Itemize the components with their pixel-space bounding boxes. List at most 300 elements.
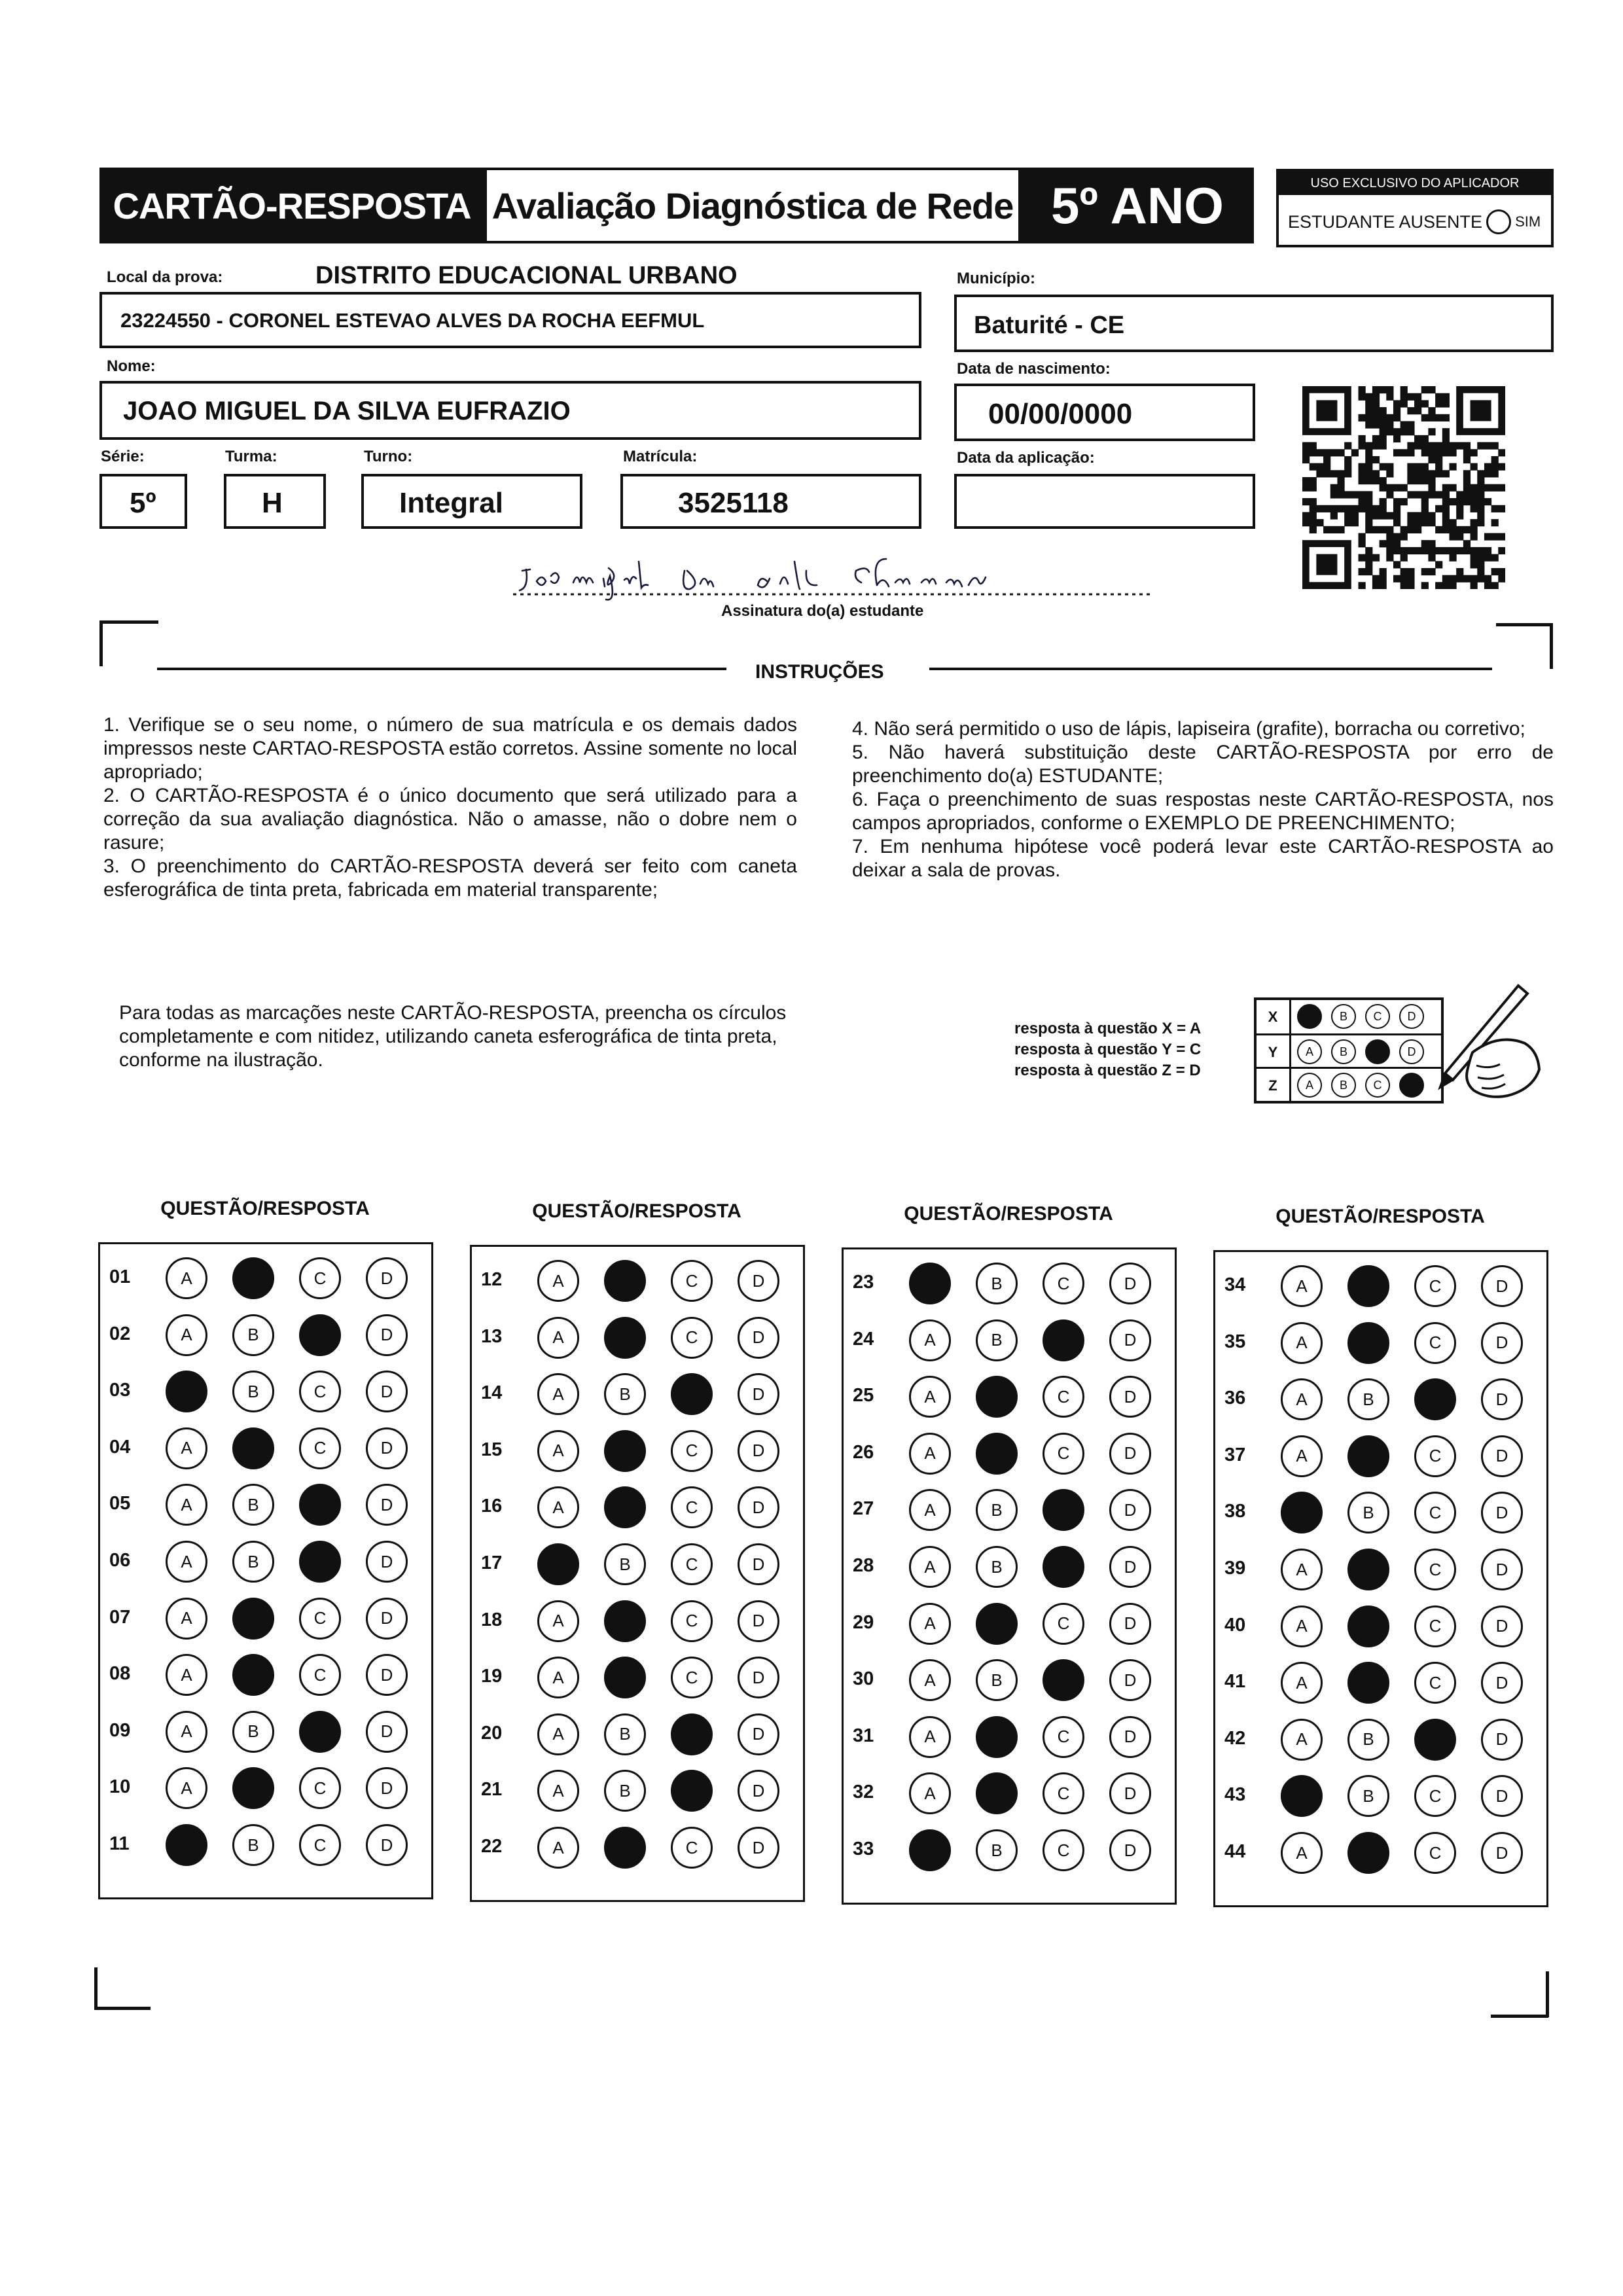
- answer-bubble-29-b[interactable]: B: [976, 1603, 1018, 1645]
- answer-bubble-34-b[interactable]: B: [1347, 1265, 1389, 1307]
- qr-module: [1386, 512, 1393, 519]
- answer-bubble-39-a[interactable]: A: [1281, 1549, 1323, 1590]
- answer-bubble-07-d[interactable]: D: [366, 1598, 408, 1640]
- qr-module: [1337, 477, 1344, 484]
- qr-module: [1365, 421, 1372, 428]
- answer-bubble-16-c[interactable]: C: [671, 1486, 713, 1528]
- answer-bubble-44-a[interactable]: A: [1281, 1832, 1323, 1874]
- qr-module: [1380, 575, 1387, 583]
- qr-module: [1372, 386, 1380, 393]
- answer-bubble-22-d[interactable]: D: [738, 1827, 779, 1869]
- answer-bubble-18-c[interactable]: C: [671, 1600, 713, 1642]
- qr-module: [1414, 547, 1421, 554]
- answer-bubble-24-d[interactable]: D: [1109, 1319, 1151, 1361]
- question-number: 31: [853, 1725, 874, 1746]
- qr-module: [1323, 463, 1330, 471]
- answer-bubble-34-c[interactable]: C: [1414, 1265, 1456, 1307]
- answer-bubble-42-c[interactable]: C: [1414, 1719, 1456, 1761]
- answer-bubble-09-d[interactable]: D: [366, 1711, 408, 1753]
- qr-module: [1359, 393, 1366, 401]
- answer-bubble-20-b[interactable]: B: [604, 1713, 646, 1755]
- answer-bubble-21-a[interactable]: A: [537, 1770, 579, 1812]
- answer-bubble-14-c[interactable]: C: [671, 1373, 713, 1415]
- question-number: 02: [109, 1323, 131, 1344]
- qr-module: [1456, 491, 1463, 498]
- answer-bubble-25-a[interactable]: A: [909, 1376, 951, 1418]
- qr-module: [1372, 575, 1380, 583]
- answer-bubble-17-a[interactable]: A: [537, 1543, 579, 1585]
- qr-module: [1330, 512, 1338, 519]
- answer-bubble-30-c[interactable]: C: [1043, 1659, 1084, 1701]
- instructions-right: [852, 717, 1554, 882]
- answer-bubble-27-b[interactable]: B: [976, 1489, 1018, 1531]
- answer-bubble-29-c[interactable]: C: [1043, 1603, 1084, 1645]
- example-bubble-b: B: [1331, 1004, 1356, 1029]
- answer-bubble-38-b[interactable]: B: [1347, 1492, 1389, 1534]
- qr-module: [1498, 484, 1505, 492]
- qr-module: [1310, 519, 1317, 526]
- answer-bubble-20-d[interactable]: D: [738, 1713, 779, 1755]
- answer-bubble-43-a[interactable]: A: [1281, 1775, 1323, 1817]
- qr-module: [1393, 400, 1400, 407]
- qr-module: [1344, 519, 1351, 526]
- answer-bubble-31-a[interactable]: A: [909, 1716, 951, 1758]
- qr-module: [1380, 407, 1387, 414]
- qr-module: [1393, 449, 1400, 456]
- answer-bubble-27-c[interactable]: C: [1043, 1489, 1084, 1531]
- qr-module: [1471, 547, 1478, 554]
- answer-bubble-06-a[interactable]: A: [166, 1541, 207, 1583]
- question-number: 17: [481, 1552, 503, 1573]
- question-number: 25: [853, 1385, 874, 1407]
- answer-bubble-08-b[interactable]: B: [232, 1654, 274, 1696]
- answer-bubble-13-d[interactable]: D: [738, 1317, 779, 1359]
- answer-bubble-26-b[interactable]: B: [976, 1433, 1018, 1475]
- answer-bubble-41-c[interactable]: C: [1414, 1662, 1456, 1704]
- answer-bubble-44-b[interactable]: B: [1347, 1832, 1389, 1874]
- answer-bubble-29-d[interactable]: D: [1109, 1603, 1151, 1645]
- answer-bubble-38-d[interactable]: D: [1481, 1492, 1523, 1534]
- answer-bubble-40-a[interactable]: A: [1281, 1605, 1323, 1647]
- answer-bubble-32-c[interactable]: C: [1043, 1772, 1084, 1814]
- answer-bubble-01-c[interactable]: C: [299, 1257, 341, 1299]
- answer-bubble-19-c[interactable]: C: [671, 1657, 713, 1698]
- qr-module: [1471, 449, 1478, 456]
- answer-bubble-11-a[interactable]: A: [166, 1824, 207, 1866]
- qr-module: [1498, 533, 1505, 540]
- answer-bubble-10-d[interactable]: D: [366, 1767, 408, 1809]
- answer-bubble-01-b[interactable]: B: [232, 1257, 274, 1299]
- answer-bubble-05-c[interactable]: C: [299, 1484, 341, 1526]
- qr-module: [1484, 575, 1491, 583]
- answer-bubble-35-b[interactable]: B: [1347, 1322, 1389, 1364]
- answer-bubble-10-b[interactable]: B: [232, 1767, 274, 1809]
- qr-module: [1449, 519, 1456, 526]
- answer-bubble-14-b[interactable]: B: [604, 1373, 646, 1415]
- answer-bubble-01-a[interactable]: A: [166, 1257, 207, 1299]
- answer-bubble-06-d[interactable]: D: [366, 1541, 408, 1583]
- question-number: 28: [853, 1555, 874, 1576]
- answer-bubble-14-d[interactable]: D: [738, 1373, 779, 1415]
- qr-module: [1400, 568, 1408, 575]
- answer-bubble-34-d[interactable]: D: [1481, 1265, 1523, 1307]
- answer-bubble-30-b[interactable]: B: [976, 1659, 1018, 1701]
- answer-bubble-24-b[interactable]: B: [976, 1319, 1018, 1361]
- answer-bubble-13-c[interactable]: C: [671, 1317, 713, 1359]
- answer-bubble-36-d[interactable]: D: [1481, 1378, 1523, 1420]
- answer-bubble-33-b[interactable]: B: [976, 1829, 1018, 1871]
- qr-module: [1449, 526, 1456, 533]
- qr-module: [1414, 512, 1421, 519]
- answer-bubble-19-a[interactable]: A: [537, 1657, 579, 1698]
- answer-bubble-38-c[interactable]: C: [1414, 1492, 1456, 1534]
- answer-bubble-04-a[interactable]: A: [166, 1427, 207, 1469]
- answer-bubble-09-c[interactable]: C: [299, 1711, 341, 1753]
- serie-value: 5º: [130, 487, 156, 519]
- answer-bubble-14-a[interactable]: A: [537, 1373, 579, 1415]
- qr-module: [1400, 575, 1408, 583]
- qr-module: [1428, 512, 1435, 519]
- qr-module: [1400, 400, 1408, 407]
- answer-bubble-23-d[interactable]: D: [1109, 1263, 1151, 1304]
- answer-bubble-08-a[interactable]: A: [166, 1654, 207, 1696]
- qr-module: [1414, 393, 1421, 401]
- answer-bubble-23-b[interactable]: B: [976, 1263, 1018, 1304]
- answer-bubble-36-b[interactable]: B: [1347, 1378, 1389, 1420]
- qr-module: [1380, 582, 1387, 589]
- qr-module: [1302, 449, 1310, 456]
- qr-module: [1463, 442, 1471, 450]
- qr-module: [1316, 449, 1323, 456]
- answer-bubble-03-b[interactable]: B: [232, 1371, 274, 1412]
- answer-bubble-16-d[interactable]: D: [738, 1486, 779, 1528]
- answer-bubble-33-a[interactable]: A: [909, 1829, 951, 1871]
- question-number: 39: [1224, 1558, 1246, 1579]
- qr-module: [1428, 540, 1435, 547]
- answer-bubble-04-d[interactable]: D: [366, 1427, 408, 1469]
- qr-module: [1484, 582, 1491, 589]
- qr-module: [1421, 477, 1429, 484]
- answer-column: [1213, 1250, 1548, 1907]
- answer-bubble-26-d[interactable]: D: [1109, 1433, 1151, 1475]
- qr-module: [1484, 442, 1491, 450]
- qr-finder-core: [1471, 400, 1491, 421]
- answer-bubble-35-d[interactable]: D: [1481, 1322, 1523, 1364]
- answer-bubble-05-a[interactable]: A: [166, 1484, 207, 1526]
- answer-bubble-33-d[interactable]: D: [1109, 1829, 1151, 1871]
- answer-bubble-20-c[interactable]: C: [671, 1713, 713, 1755]
- qr-module: [1442, 400, 1450, 407]
- answer-bubble-11-b[interactable]: B: [232, 1824, 274, 1866]
- qr-module: [1330, 484, 1338, 492]
- answer-bubble-12-d[interactable]: D: [738, 1260, 779, 1302]
- answer-bubble-15-d[interactable]: D: [738, 1430, 779, 1472]
- question-number: 12: [481, 1269, 503, 1290]
- answer-bubble-20-a[interactable]: A: [537, 1713, 579, 1755]
- answer-bubble-24-c[interactable]: C: [1043, 1319, 1084, 1361]
- qr-finder-core: [1316, 554, 1337, 575]
- qr-module: [1365, 491, 1372, 498]
- answer-bubble-16-a[interactable]: A: [537, 1486, 579, 1528]
- answer-bubble-44-c[interactable]: C: [1414, 1832, 1456, 1874]
- qr-module: [1380, 421, 1387, 428]
- qr-module: [1359, 533, 1366, 540]
- answer-bubble-39-b[interactable]: B: [1347, 1549, 1389, 1590]
- qr-module: [1484, 498, 1491, 505]
- qr-module: [1491, 463, 1499, 471]
- answer-bubble-10-a[interactable]: A: [166, 1767, 207, 1809]
- qr-module: [1302, 484, 1310, 492]
- example-row-label: Y: [1257, 1035, 1291, 1069]
- answer-bubble-41-a[interactable]: A: [1281, 1662, 1323, 1704]
- answer-bubble-32-b[interactable]: B: [976, 1772, 1018, 1814]
- qr-module: [1310, 498, 1317, 505]
- answer-bubble-02-a[interactable]: A: [166, 1314, 207, 1356]
- qr-module: [1372, 414, 1380, 422]
- answer-bubble-37-d[interactable]: D: [1481, 1435, 1523, 1477]
- answer-bubble-16-b[interactable]: B: [604, 1486, 646, 1528]
- answer-bubble-23-a[interactable]: A: [909, 1263, 951, 1304]
- qr-module: [1435, 449, 1442, 456]
- answer-bubble-09-b[interactable]: B: [232, 1711, 274, 1753]
- corner-mark-top-right: [1496, 623, 1552, 626]
- question-number: 15: [481, 1439, 503, 1460]
- answer-bubble-22-a[interactable]: A: [537, 1827, 579, 1869]
- municipio-label: Município:: [957, 270, 1035, 287]
- answer-bubble-32-d[interactable]: D: [1109, 1772, 1151, 1814]
- answer-bubble-36-c[interactable]: C: [1414, 1378, 1456, 1420]
- qr-module: [1400, 582, 1408, 589]
- qr-module: [1407, 575, 1414, 583]
- qr-module: [1372, 512, 1380, 519]
- answer-bubble-22-c[interactable]: C: [671, 1827, 713, 1869]
- answer-bubble-22-b[interactable]: B: [604, 1827, 646, 1869]
- answer-bubble-26-a[interactable]: A: [909, 1433, 951, 1475]
- answer-bubble-24-a[interactable]: A: [909, 1319, 951, 1361]
- question-number: 19: [481, 1666, 503, 1687]
- qr-module: [1491, 505, 1499, 512]
- answer-bubble-40-c[interactable]: C: [1414, 1605, 1456, 1647]
- qr-module: [1344, 463, 1351, 471]
- answer-bubble-21-b[interactable]: B: [604, 1770, 646, 1812]
- answer-bubble-17-d[interactable]: D: [738, 1543, 779, 1585]
- qr-module: [1442, 512, 1450, 519]
- qr-module: [1498, 568, 1505, 575]
- qr-module: [1498, 463, 1505, 471]
- answer-bubble-39-d[interactable]: D: [1481, 1549, 1523, 1590]
- answer-bubble-31-c[interactable]: C: [1043, 1716, 1084, 1758]
- answer-bubble-23-c[interactable]: C: [1043, 1263, 1084, 1304]
- answer-bubble-42-b[interactable]: B: [1347, 1719, 1389, 1761]
- answer-bubble-25-b[interactable]: B: [976, 1376, 1018, 1418]
- qr-module: [1421, 519, 1429, 526]
- answer-bubble-12-c[interactable]: C: [671, 1260, 713, 1302]
- ausente-checkbox[interactable]: [1486, 209, 1511, 234]
- qr-module: [1365, 568, 1372, 575]
- nome-field: [99, 381, 921, 440]
- answer-bubble-28-d[interactable]: D: [1109, 1546, 1151, 1588]
- qr-module: [1442, 547, 1450, 554]
- example-bubble-c: C: [1365, 1039, 1390, 1064]
- qr-module: [1400, 428, 1408, 435]
- answer-bubble-19-d[interactable]: D: [738, 1657, 779, 1698]
- answer-bubble-04-b[interactable]: B: [232, 1427, 274, 1469]
- answer-bubble-05-b[interactable]: B: [232, 1484, 274, 1526]
- qr-module: [1498, 449, 1505, 456]
- answer-bubble-09-a[interactable]: A: [166, 1711, 207, 1753]
- qr-module: [1471, 484, 1478, 492]
- answer-bubble-04-c[interactable]: C: [299, 1427, 341, 1469]
- qr-module: [1407, 526, 1414, 533]
- answer-bubble-21-c[interactable]: C: [671, 1770, 713, 1812]
- answer-bubble-15-a[interactable]: A: [537, 1430, 579, 1472]
- answer-bubble-13-b[interactable]: B: [604, 1317, 646, 1359]
- answer-bubble-37-c[interactable]: C: [1414, 1435, 1456, 1477]
- qr-module: [1463, 449, 1471, 456]
- answer-bubble-33-c[interactable]: C: [1043, 1829, 1084, 1871]
- qr-module: [1421, 400, 1429, 407]
- qr-module: [1428, 568, 1435, 575]
- answer-bubble-03-d[interactable]: D: [366, 1371, 408, 1412]
- answer-bubble-17-c[interactable]: C: [671, 1543, 713, 1585]
- qr-module: [1365, 554, 1372, 562]
- answer-bubble-44-d[interactable]: D: [1481, 1832, 1523, 1874]
- answer-bubble-30-a[interactable]: A: [909, 1659, 951, 1701]
- instructions-rule-right: [929, 668, 1492, 670]
- qr-module: [1393, 414, 1400, 422]
- answer-bubble-11-d[interactable]: D: [366, 1824, 408, 1866]
- qr-module: [1380, 526, 1387, 533]
- answer-bubble-10-c[interactable]: C: [299, 1767, 341, 1809]
- answer-bubble-41-b[interactable]: B: [1347, 1662, 1389, 1704]
- answer-bubble-40-b[interactable]: B: [1347, 1605, 1389, 1647]
- question-number: 35: [1224, 1331, 1246, 1352]
- example-bubble-d: D: [1399, 1004, 1424, 1029]
- answer-bubble-28-b[interactable]: B: [976, 1546, 1018, 1588]
- answer-bubble-19-b[interactable]: B: [604, 1657, 646, 1698]
- qr-module: [1477, 575, 1484, 583]
- answer-bubble-42-a[interactable]: A: [1281, 1719, 1323, 1761]
- qr-module: [1386, 393, 1393, 401]
- answer-bubble-08-d[interactable]: D: [366, 1654, 408, 1696]
- qr-module: [1365, 414, 1372, 422]
- qr-module: [1323, 505, 1330, 512]
- answer-bubble-18-b[interactable]: B: [604, 1600, 646, 1642]
- qr-module: [1337, 526, 1344, 533]
- answer-bubble-37-a[interactable]: A: [1281, 1435, 1323, 1477]
- answer-bubble-38-a[interactable]: A: [1281, 1492, 1323, 1534]
- answer-bubble-42-d[interactable]: D: [1481, 1719, 1523, 1761]
- answer-bubble-12-a[interactable]: A: [537, 1260, 579, 1302]
- answer-bubble-32-a[interactable]: A: [909, 1772, 951, 1814]
- answer-bubble-31-d[interactable]: D: [1109, 1716, 1151, 1758]
- example-bubble-b: B: [1331, 1039, 1356, 1064]
- question-number: 26: [853, 1441, 874, 1463]
- answer-bubble-28-a[interactable]: A: [909, 1546, 951, 1588]
- answer-bubble-15-c[interactable]: C: [671, 1430, 713, 1472]
- answer-bubble-36-a[interactable]: A: [1281, 1378, 1323, 1420]
- qr-module: [1372, 407, 1380, 414]
- qr-module: [1456, 498, 1463, 505]
- answer-bubble-21-d[interactable]: D: [738, 1770, 779, 1812]
- example-line: resposta à questão X = A: [1014, 1020, 1202, 1037]
- answer-bubble-17-b[interactable]: B: [604, 1543, 646, 1585]
- qr-module: [1449, 554, 1456, 562]
- answer-bubble-25-c[interactable]: C: [1043, 1376, 1084, 1418]
- answer-bubble-18-a[interactable]: A: [537, 1600, 579, 1642]
- answer-bubble-26-c[interactable]: C: [1043, 1433, 1084, 1475]
- answer-bubble-43-d[interactable]: D: [1481, 1775, 1523, 1817]
- answer-bubble-15-b[interactable]: B: [604, 1430, 646, 1472]
- answer-bubble-07-b[interactable]: B: [232, 1598, 274, 1640]
- answer-bubble-07-a[interactable]: A: [166, 1598, 207, 1640]
- answer-bubble-12-b[interactable]: B: [604, 1260, 646, 1302]
- answer-bubble-27-a[interactable]: A: [909, 1489, 951, 1531]
- qr-module: [1310, 505, 1317, 512]
- answer-bubble-13-a[interactable]: A: [537, 1317, 579, 1359]
- answer-bubble-07-c[interactable]: C: [299, 1598, 341, 1640]
- qr-module: [1435, 442, 1442, 450]
- answer-bubble-40-d[interactable]: D: [1481, 1605, 1523, 1647]
- answer-bubble-05-d[interactable]: D: [366, 1484, 408, 1526]
- answer-bubble-39-c[interactable]: C: [1414, 1549, 1456, 1590]
- qr-module: [1407, 463, 1414, 471]
- qr-module: [1393, 407, 1400, 414]
- qr-module: [1323, 456, 1330, 463]
- qr-module: [1372, 477, 1380, 484]
- answer-bubble-18-d[interactable]: D: [738, 1600, 779, 1642]
- qr-module: [1421, 414, 1429, 422]
- qr-module: [1421, 512, 1429, 519]
- qr-module: [1449, 575, 1456, 583]
- answer-bubble-43-b[interactable]: B: [1347, 1775, 1389, 1817]
- answer-bubble-06-c[interactable]: C: [299, 1541, 341, 1583]
- answer-bubble-11-c[interactable]: C: [299, 1824, 341, 1866]
- example-bubble-a: A: [1297, 1039, 1322, 1064]
- answer-bubble-35-a[interactable]: A: [1281, 1322, 1323, 1364]
- answer-bubble-06-b[interactable]: B: [232, 1541, 274, 1583]
- answer-bubble-08-c[interactable]: C: [299, 1654, 341, 1696]
- answer-bubble-29-a[interactable]: A: [909, 1603, 951, 1645]
- answer-bubble-27-d[interactable]: D: [1109, 1489, 1151, 1531]
- instruction-item: 2. O CARTÃO-RESPOSTA é o único documento que será utilizado para a correção da sua avaliação diagnóstica. Não o amasse, não o dobre nem o rasure;: [103, 785, 797, 853]
- answer-bubble-30-d[interactable]: D: [1109, 1659, 1151, 1701]
- qr-module: [1463, 456, 1471, 463]
- qr-module: [1310, 449, 1317, 456]
- instruction-item: 6. Faça o preenchimento de suas respostas neste CARTÃO-RESPOSTA, nos campos apropriados, conforme o EXEMPLO DE PREENCHIMENTO;: [852, 789, 1554, 834]
- qr-module: [1386, 414, 1393, 422]
- answer-bubble-02-c[interactable]: C: [299, 1314, 341, 1356]
- answer-bubble-02-d[interactable]: D: [366, 1314, 408, 1356]
- answer-bubble-34-a[interactable]: A: [1281, 1265, 1323, 1307]
- qr-module: [1421, 435, 1429, 442]
- answer-bubble-02-b[interactable]: B: [232, 1314, 274, 1356]
- answer-bubble-25-d[interactable]: D: [1109, 1376, 1151, 1418]
- answer-bubble-28-c[interactable]: C: [1043, 1546, 1084, 1588]
- answer-bubble-03-a[interactable]: A: [166, 1371, 207, 1412]
- answer-bubble-31-b[interactable]: B: [976, 1716, 1018, 1758]
- qr-module: [1407, 428, 1414, 435]
- answer-bubble-03-c[interactable]: C: [299, 1371, 341, 1412]
- answer-bubble-41-d[interactable]: D: [1481, 1662, 1523, 1704]
- answer-bubble-01-d[interactable]: D: [366, 1257, 408, 1299]
- answer-bubble-43-c[interactable]: C: [1414, 1775, 1456, 1817]
- qr-module: [1484, 554, 1491, 562]
- answer-bubble-37-b[interactable]: B: [1347, 1435, 1389, 1477]
- answer-bubble-35-c[interactable]: C: [1414, 1322, 1456, 1364]
- qr-module: [1498, 547, 1505, 554]
- qr-module: [1310, 512, 1317, 519]
